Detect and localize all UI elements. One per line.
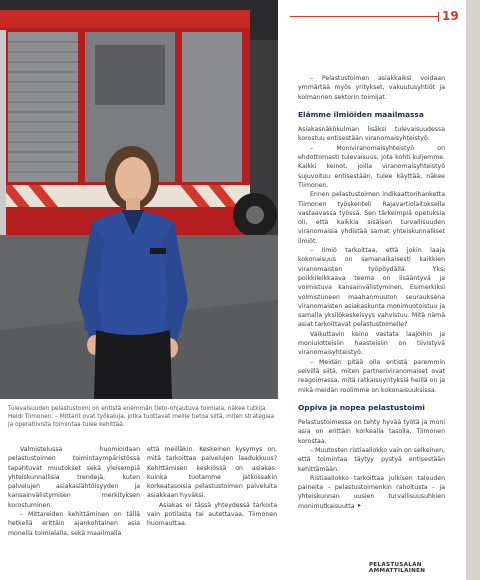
section-heading: Oppiva ja nopea pelastustoimi <box>298 402 425 412</box>
header-rule <box>290 16 438 17</box>
paragraph: Vaikuttavin keino vastata laajoihin ja moniulotteisiin haasteisiin on tiivistyvä viranomaisyhteistyö. <box>298 330 445 357</box>
photo-caption: Tulevaisuuden pelastustoimi on entistä enemmän tieto-ohjautuva toimiala, näkee tutkija Heidi Tiimonen. – Mittarit ovat työkaluja, jotka tuottavat meille tietoa siitä, miten strategiaa ja operatiivista toimintaa tulee kehittää. <box>8 406 275 428</box>
paragraph: – Moniviranomaisyhteistyö on ehdottomasti tulevaisuus, jota kohti kuljemme. Kaikki keinot, joilla viranomaisyhteistyö sujuvoituu entisestään, tulee käyttää, näkee Tiimonen. <box>298 144 445 189</box>
publication-footer: PELASTUSALAN AMMATTILAINEN <box>369 562 426 574</box>
paragraph: – Meidän pitää olla entistä paremmin selvillä siitä, miten partneriviranomaiset ovat reagoimassa, mitä ratkaisuyrityksiä heillä on ja mikä meidän roolimme on kokonaisuuksissa. <box>298 358 445 394</box>
paragraph: Asiakasnäkökulman lisäksi tulevaisuudessa korostuu entisestään viranomaisyhteistyö. <box>298 126 445 143</box>
page-number: 19 <box>442 9 459 23</box>
paragraph: – Ilmiö tarkoittaa, että jokin laaja kokonaisuus on samanaikaisesti kaikkien viranomaisten työpöydällä. Yksi poikkileikkaava teema on lisääntyvä ja voimistuva kansainvälistyminen. Esimerkiksi voimistuneen maahanmuuton seurauksena viranomaisten asiakaskunta monimuotoistuu ja samalla yksilökeskeisyys vahvistuu. Mitä nämä asiat tarkoittavat pelastustoimelle? <box>298 247 445 329</box>
right-column <box>298 74 445 511</box>
paragraph: – Muutosten ristiaallokko vain on selkeinen, että toimintaa täytyy pystyä entisestään kehittämään. <box>298 446 445 473</box>
paragraph: Valmistelussa huomioidaan pelastustoimen toimintaympäristössä tapahtuvat muutokset sekä yleisempiä yhteiskunnallisia trendejä, kuten palvelujen asiakaslähtöisyyden ja kansainvälistymisen merkityksen korostuminen. <box>8 446 140 509</box>
paragraph: Asiakas ei tässä yhteydessä tarkoita vain potilasta tai autettavaa, Tiimonen huomauttaa. <box>147 501 277 528</box>
header-rule-tick <box>438 12 439 22</box>
fire-station-illustration <box>0 0 278 399</box>
page-edge-band <box>466 0 480 580</box>
middle-column <box>147 445 277 529</box>
left-column <box>8 445 140 538</box>
paragraph: – Mittareiden kehittäminen on tällä hetkellä erittäin ajankohtainen asia monella toimialalla, sekä maailmalla <box>8 511 140 537</box>
paragraph: että meilläkin. Keskeinen kysymys on, mitä tarkoittaa palvelujen laadukkuus? Kehittämisen keskiössä on asiakas: kuinka tuotamme jatkossakin korkeatasoisia pelastustoimen palveluita asiakkaan hyväksi. <box>147 446 277 500</box>
paragraph: Ristiaallokko tarkoittaa julkisen talouden paineita – pelastustoimenkin rahoitusta – ja yhteiskunnan uusien turvallisuusuhkien monimutkaisuutta ⯈ <box>298 474 445 510</box>
paragraph: Ennen pelastustoimen indikaattorihanketta Tiimonen työskenteli Rajavartiolaitoksella vastaavassa työssä. Sen tärkeimpiä opetuksia oli, että kaikkia sisäisen turvallisuuden viranomaisia yhdistää samat yhteiskunnalliset ilmiöt. <box>298 191 445 245</box>
section-heading: Elämme ilmiöiden maailmassa <box>298 109 424 119</box>
portrait-photo <box>0 0 278 399</box>
paragraph: – Pelastustoimen asiakkaiksi voidaan ymmärtää myös yritykset, vakuutusyhtiöt ja kolmannen sektorin toimijat. <box>298 75 445 101</box>
paragraph: Pelastustoimessa on tehty hyvää työtä ja moni asia on erittäin korkealla tasolla, Tiimonen korostaa. <box>298 419 445 445</box>
